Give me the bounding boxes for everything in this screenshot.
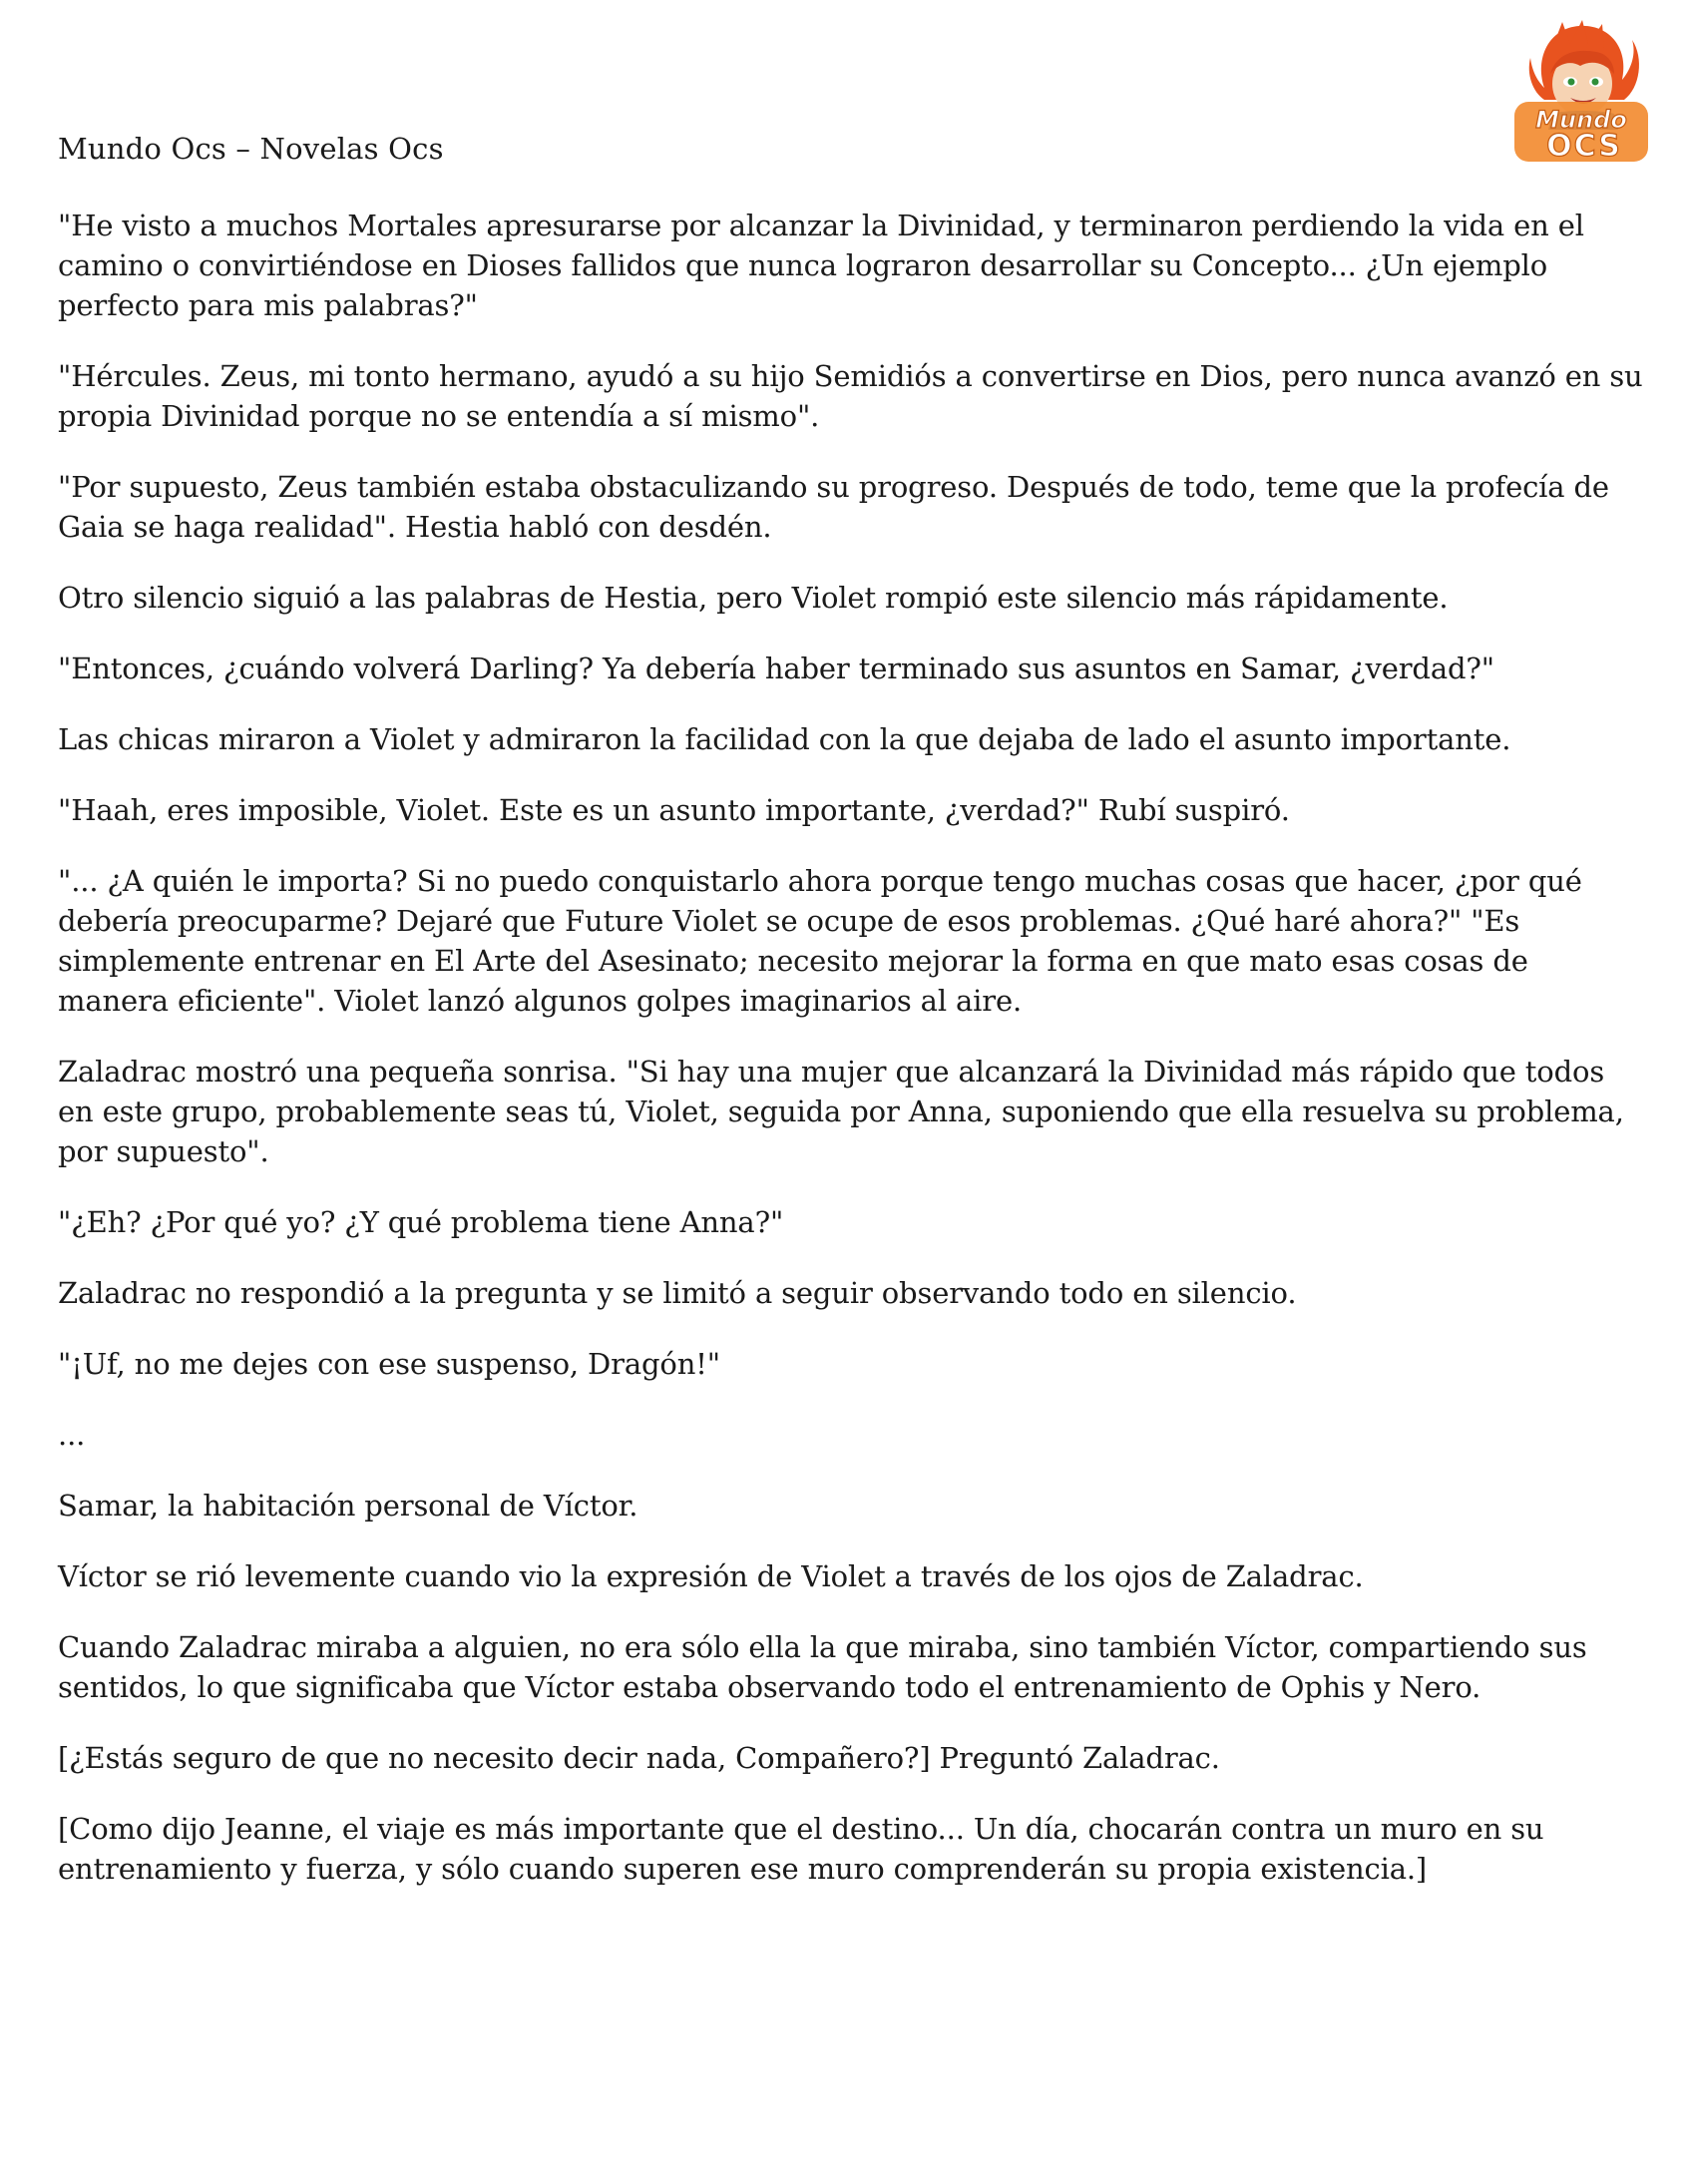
document-body <box>58 206 1644 1920</box>
logo-text-bottom: OCS <box>1546 129 1622 164</box>
paragraph: "He visto a muchos Mortales apresurarse por alcanzar la Divinidad, y terminaron perdiendo la vida en el camino o convirtiéndose en Dioses fallidos que nunca lograron desarrollar su Concepto... ¿Un ejemplo perfecto para mis palabras?" <box>58 209 1584 322</box>
paragraph: "Por supuesto, Zeus también estaba obstaculizando su progreso. Después de todo, teme que la profecía de Gaia se haga realidad". Hestia habló con desdén. <box>58 470 1609 544</box>
paragraph: "Haah, eres imposible, Violet. Este es un asunto importante, ¿verdad?" Rubí suspiró. <box>58 793 1290 827</box>
paragraph: "¡Uf, no me dejes con ese suspenso, Dragón!" <box>58 1347 720 1381</box>
paragraph: Otro silencio siguió a las palabras de Hestia, pero Violet rompió este silencio más rápidamente. <box>58 581 1449 615</box>
page-header: Mundo Ocs – Novelas Ocs <box>58 132 444 166</box>
paragraph: "Entonces, ¿cuándo volverá Darling? Ya debería haber terminado sus asuntos en Samar, ¿verdad?" <box>58 652 1494 685</box>
logo-text-top: Mundo <box>1535 106 1627 134</box>
paragraph: [¿Estás seguro de que no necesito decir nada, Compañero?] Preguntó Zaladrac. <box>58 1741 1220 1775</box>
scene-break: ... <box>58 1418 86 1452</box>
paragraph: Zaladrac mostró una pequeña sonrisa. "Si hay una mujer que alcanzará la Divinidad más rápido que todos en este grupo, probablemente seas tú, Violet, seguida por Anna, suponiendo que ella resuelva su problema, por supuesto". <box>58 1055 1624 1168</box>
mundo-ocs-logo <box>1504 18 1656 170</box>
paragraph: Cuando Zaladrac miraba a alguien, no era sólo ella la que miraba, sino también Víctor, compartiendo sus sentidos, lo que significaba que Víctor estaba observando todo el entrenamiento de Ophis y Nero. <box>58 1630 1587 1704</box>
paragraph: [Como dijo Jeanne, el viaje es más importante que el destino... Un día, chocarán contra un muro en su entrenamiento y fuerza, y sólo cuando superen ese muro comprenderán su propia existencia.] <box>58 1812 1544 1886</box>
paragraph: Samar, la habitación personal de Víctor. <box>58 1489 638 1523</box>
paragraph: Las chicas miraron a Violet y admiraron la facilidad con la que dejaba de lado el asunto importante. <box>58 722 1511 756</box>
paragraph: "¿Eh? ¿Por qué yo? ¿Y qué problema tiene Anna?" <box>58 1205 784 1239</box>
paragraph: "... ¿A quién le importa? Si no puedo conquistarlo ahora porque tengo muchas cosas que hacer, ¿por qué debería preocuparme? Dejaré que Future Violet se ocupe de esos problemas. ¿Qué haré ahora?" "Es simplemente entrenar en El Arte del Asesinato; necesito mejorar la forma en que mato esas cosas de manera eficiente". Violet lanzó algunos golpes imaginarios al aire. <box>58 864 1582 1018</box>
paragraph: Zaladrac no respondió a la pregunta y se limitó a seguir observando todo en silencio. <box>58 1276 1297 1310</box>
paragraph: "Hércules. Zeus, mi tonto hermano, ayudó a su hijo Semidiós a convertirse en Dios, pero nunca avanzó en su propia Divinidad porque no se entendía a sí mismo". <box>58 359 1643 433</box>
paragraph: Víctor se rió levemente cuando vio la expresión de Violet a través de los ojos de Zaladrac. <box>58 1559 1364 1593</box>
